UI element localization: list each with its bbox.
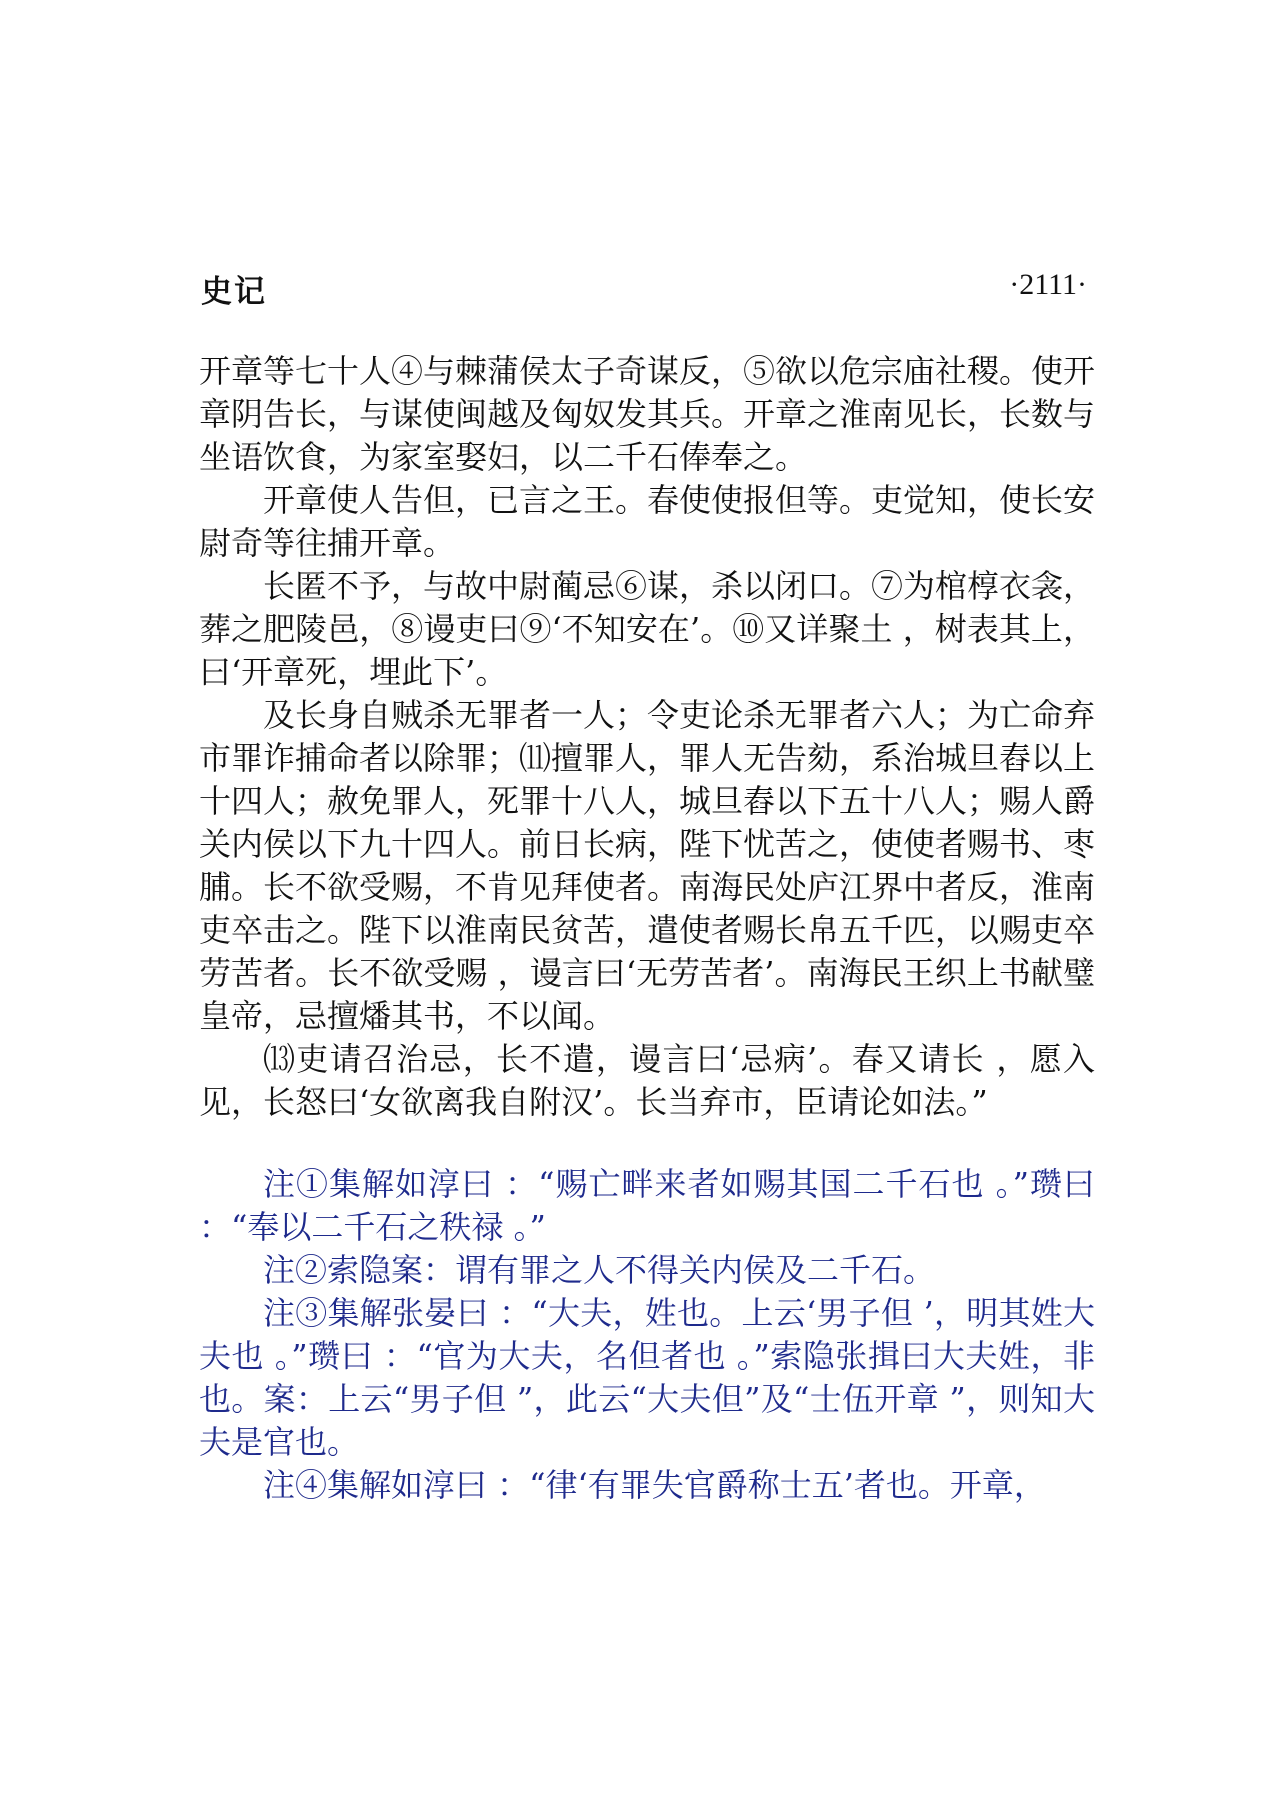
body-paragraph-2: 开章使人告但，已言之王。春使使报但等。吏觉知，使长安尉奇等往捕开章。 [199, 481, 1096, 562]
note-2: 注②索隐案：谓有罪之人不得关内侯及二千石。 [263, 1251, 936, 1289]
book-title: 史记 [201, 274, 267, 310]
note-1: 注①集解如淳曰 ：“赐亡畔来者如赐其国二千石也 。”瓒曰 ：“奉以二千石之秩禄 。” [199, 1165, 1095, 1246]
body-paragraph-3: 长匿不予，与故中尉蔺忌⑥谋，杀以闭口。⑦为棺椁衣衾，葬之肥陵邑，⑧谩吏曰⑨‘不知安在’。⑩又详聚土 ，树表其上，曰‘开章死，埋此下’。 [199, 567, 1096, 691]
page-number: ·2111· [1009, 268, 1087, 301]
annotations [199, 1163, 1095, 1507]
note-4: 注④集解如淳曰 ：“律‘有罪失官爵称士五’者也。开章， [263, 1466, 1046, 1504]
note-3: 注③集解张晏曰 ：“大夫，姓也。上云‘男子但 ’，明其姓大夫也 。”瓒曰 ：“官为大夫，名但者也 。”索隐张揖曰大夫姓，非也。案：上云“男子但 ”，此云“大夫但”及“士伍开章 ”，则知大夫是官也。 [199, 1294, 1095, 1461]
page-header [201, 266, 1087, 310]
main-text [199, 350, 1095, 1124]
body-paragraph-4: 及长身自贼杀无罪者一人；令吏论杀无罪者六人；为亡命弃市罪诈捕命者以除罪；⑾擅罪人，罪人无告劾，系治城旦舂以上十四人；赦免罪人，死罪十八人，城旦舂以下五十八人；赐人爵关内侯以下九十四人。前日长病，陛下忧苦之，使使者赐书、枣脯。长不欲受赐，不肯见拜使者。南海民处庐江界中者反，淮南吏卒击之。陛下以淮南民贫苦，遣使者赐长帛五千匹，以赐吏卒劳苦者。长不欲受赐 ，谩言曰‘无劳苦者’。南海民王织上书献璧皇帝，忌擅燔其书，不以闻。 [199, 696, 1096, 1035]
body-paragraph-1: 开章等七十人④与棘蒲侯太子奇谋反，⑤欲以危宗庙社稷。使开章阴告长，与谋使闽越及匈奴发其兵。开章之淮南见长，长数与坐语饮食，为家室娶妇，以二千石俸奉之。 [199, 352, 1096, 476]
body-paragraph-5: ⒀吏请召治忌，长不遣，谩言曰‘忌病’。春又请长 ，愿入见，长怒曰‘女欲离我自附汉’。长当弃市，臣请论如法。” [199, 1040, 1095, 1121]
